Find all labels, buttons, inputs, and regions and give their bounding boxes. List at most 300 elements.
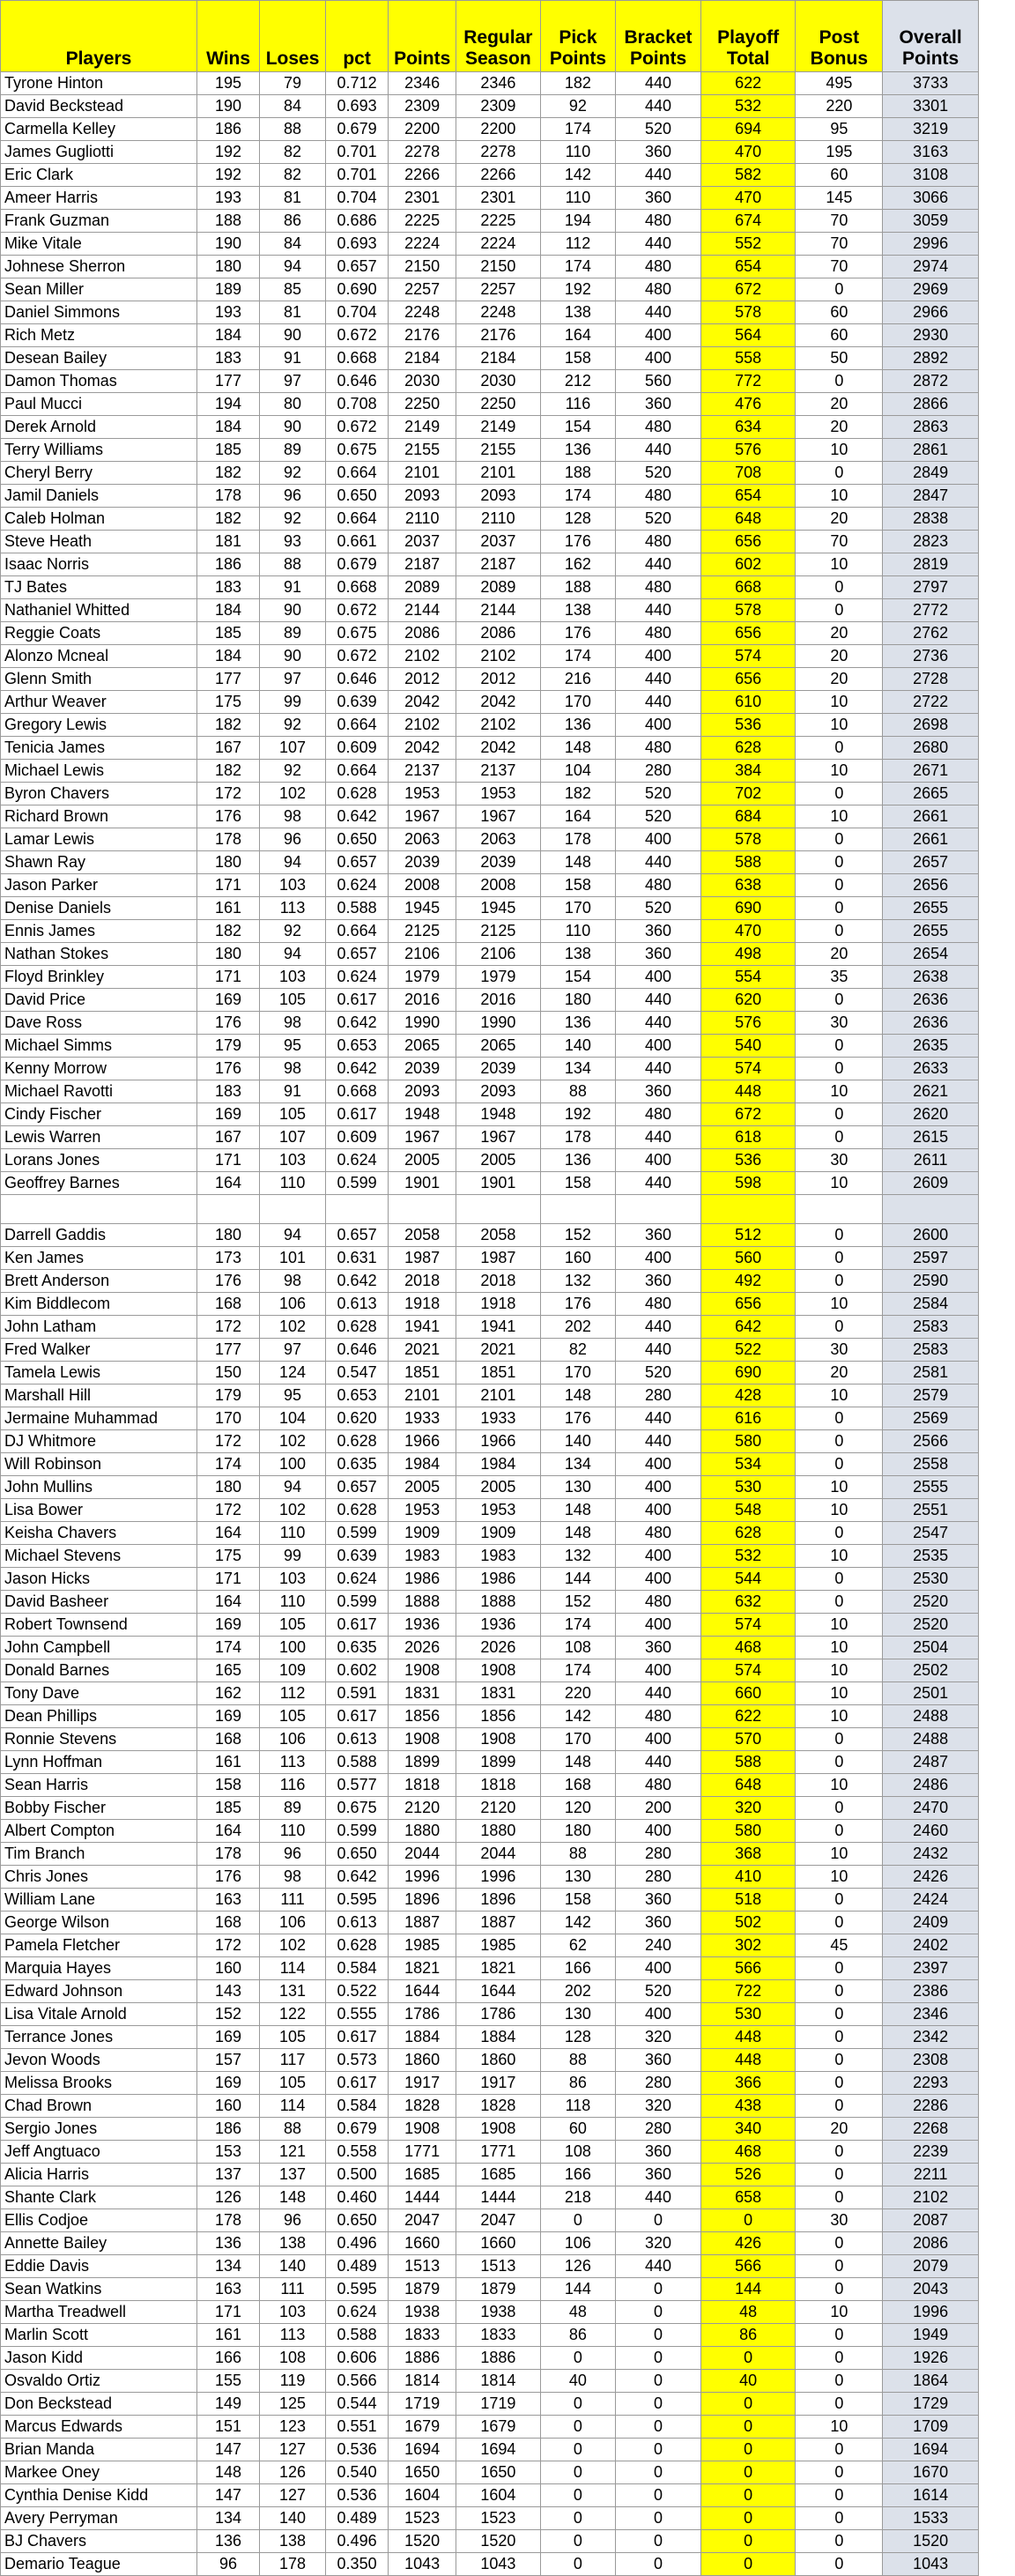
- table-row: [1, 1293, 979, 1316]
- points-cell: 2042: [389, 691, 456, 714]
- bracket-points-cell: 360: [616, 1637, 701, 1659]
- table-row: [1, 393, 979, 416]
- wins-cell: 178: [196, 2209, 259, 2232]
- bracket-points-cell: 440: [616, 1682, 701, 1705]
- player-name-cell: Jeff Angtuaco: [1, 2141, 197, 2164]
- overall-points-cell: 3059: [883, 210, 979, 233]
- loses-cell: 140: [260, 2255, 326, 2278]
- points-cell: 1987: [389, 1247, 456, 1270]
- pick-points-cell: 0: [540, 2530, 616, 2553]
- pct-cell: 0.577: [325, 1774, 388, 1797]
- playoff-total-cell: 660: [700, 1682, 796, 1705]
- pick-points-cell: 128: [540, 2026, 616, 2049]
- playoff-total-cell: 0: [700, 2393, 796, 2416]
- player-name-cell: Melissa Brooks: [1, 2072, 197, 2095]
- loses-cell: 91: [260, 347, 326, 370]
- pct-cell: 0.613: [325, 1912, 388, 1934]
- overall-points-cell: 2486: [883, 1774, 979, 1797]
- playoff-total-cell: 40: [700, 2370, 796, 2393]
- player-name-cell: Floyd Brinkley: [1, 966, 197, 989]
- pick-points-cell: 108: [540, 1637, 616, 1659]
- table-row: [1, 2324, 979, 2347]
- bracket-points-cell: 0: [616, 2370, 701, 2393]
- regular-season-cell: 2016: [456, 989, 541, 1012]
- pct-cell: 0.496: [325, 2530, 388, 2553]
- overall-points-cell: 2638: [883, 966, 979, 989]
- playoff-total-cell: 578: [700, 301, 796, 324]
- playoff-total-cell: 580: [700, 1430, 796, 1453]
- table-row: [1, 1316, 979, 1339]
- points-cell: 2012: [389, 668, 456, 691]
- table-row: [1, 1797, 979, 1820]
- bracket-points-cell: 400: [616, 714, 701, 737]
- wins-cell: 183: [196, 1080, 259, 1103]
- player-name-cell: Tyrone Hinton: [1, 72, 197, 95]
- table-row: [1, 943, 979, 966]
- pick-points-cell: 188: [540, 462, 616, 485]
- player-name-cell: Tony Dave: [1, 1682, 197, 1705]
- post-bonus-cell: 60: [796, 301, 883, 324]
- post-bonus-cell: 10: [796, 1293, 883, 1316]
- wins-cell: 162: [196, 1682, 259, 1705]
- post-bonus-cell: 10: [796, 485, 883, 508]
- player-name-cell: Carmella Kelley: [1, 118, 197, 141]
- post-bonus-cell: 10: [796, 1385, 883, 1407]
- loses-cell: 97: [260, 668, 326, 691]
- points-cell: 2125: [389, 920, 456, 943]
- points-cell: 2030: [389, 370, 456, 393]
- bracket-points-cell: 360: [616, 2164, 701, 2186]
- table-row: [1, 920, 979, 943]
- regular-season-cell: 1771: [456, 2141, 541, 2164]
- playoff-total-cell: 722: [700, 1980, 796, 2003]
- table-row: [1, 966, 979, 989]
- points-cell: 1884: [389, 2026, 456, 2049]
- loses-cell: 96: [260, 2209, 326, 2232]
- table-row: [1, 187, 979, 210]
- pick-points-cell: 110: [540, 187, 616, 210]
- loses-cell: 110: [260, 1820, 326, 1843]
- player-name-cell: Terrance Jones: [1, 2026, 197, 2049]
- loses-cell: 91: [260, 576, 326, 599]
- overall-points-cell: 2583: [883, 1316, 979, 1339]
- loses-cell: 106: [260, 1912, 326, 1934]
- pct-cell: 0.639: [325, 691, 388, 714]
- player-name-cell: Alicia Harris: [1, 2164, 197, 2186]
- pct-cell: 0.661: [325, 531, 388, 553]
- playoff-total-cell: 632: [700, 1591, 796, 1614]
- pct-cell: 0.624: [325, 2301, 388, 2324]
- wins-cell: 171: [196, 966, 259, 989]
- player-name-cell: Lamar Lewis: [1, 828, 197, 851]
- post-bonus-cell: 20: [796, 2118, 883, 2141]
- pct-cell: 0.657: [325, 1224, 388, 1247]
- wins-cell: 190: [196, 95, 259, 118]
- post-bonus-cell: 30: [796, 2209, 883, 2232]
- overall-points-cell: 2346: [883, 2003, 979, 2026]
- col-header-points: Points: [389, 1, 456, 72]
- playoff-total-cell: 656: [700, 1293, 796, 1316]
- wins-cell: 186: [196, 118, 259, 141]
- points-cell: 2005: [389, 1149, 456, 1172]
- wins-cell: 174: [196, 1637, 259, 1659]
- pick-points-cell: 178: [540, 1126, 616, 1149]
- player-name-cell: Kim Biddlecom: [1, 1293, 197, 1316]
- player-name-cell: Lynn Hoffman: [1, 1751, 197, 1774]
- overall-points-cell: 2892: [883, 347, 979, 370]
- regular-season-cell: 1513: [456, 2255, 541, 2278]
- regular-season-cell: 2012: [456, 668, 541, 691]
- regular-season-cell: 1043: [456, 2553, 541, 2576]
- table-row: [1, 1476, 979, 1499]
- table-row: [1, 1058, 979, 1080]
- spacer-cell: [700, 1195, 796, 1224]
- overall-points-cell: 2530: [883, 1568, 979, 1591]
- pct-cell: 0.584: [325, 2095, 388, 2118]
- playoff-total-cell: 540: [700, 1035, 796, 1058]
- points-cell: 2037: [389, 531, 456, 553]
- table-row: [1, 2507, 979, 2530]
- pick-points-cell: 60: [540, 2118, 616, 2141]
- loses-cell: 106: [260, 1293, 326, 1316]
- loses-cell: 113: [260, 1751, 326, 1774]
- pick-points-cell: 120: [540, 1797, 616, 1820]
- overall-points-cell: 2079: [883, 2255, 979, 2278]
- post-bonus-cell: 10: [796, 760, 883, 783]
- points-cell: 2065: [389, 1035, 456, 1058]
- table-row: [1, 2301, 979, 2324]
- overall-points-cell: 2665: [883, 783, 979, 805]
- playoff-total-cell: 470: [700, 187, 796, 210]
- overall-points-cell: 1520: [883, 2530, 979, 2553]
- wins-cell: 149: [196, 2393, 259, 2416]
- loses-cell: 90: [260, 416, 326, 439]
- post-bonus-cell: 0: [796, 2026, 883, 2049]
- table-row: [1, 2209, 979, 2232]
- overall-points-cell: 2722: [883, 691, 979, 714]
- playoff-total-cell: 620: [700, 989, 796, 1012]
- playoff-total-cell: 566: [700, 2255, 796, 2278]
- post-bonus-cell: 10: [796, 1080, 883, 1103]
- playoff-total-cell: 574: [700, 1659, 796, 1682]
- pick-points-cell: 128: [540, 508, 616, 531]
- pick-points-cell: 188: [540, 576, 616, 599]
- player-name-cell: Michael Simms: [1, 1035, 197, 1058]
- wins-cell: 177: [196, 370, 259, 393]
- pick-points-cell: 176: [540, 531, 616, 553]
- overall-points-cell: 3733: [883, 72, 979, 95]
- player-name-cell: Bobby Fischer: [1, 1797, 197, 1820]
- player-name-cell: Avery Perryman: [1, 2507, 197, 2530]
- post-bonus-cell: 10: [796, 1774, 883, 1797]
- points-cell: 1513: [389, 2255, 456, 2278]
- table-row: [1, 416, 979, 439]
- pct-cell: 0.650: [325, 485, 388, 508]
- pick-points-cell: 182: [540, 72, 616, 95]
- post-bonus-cell: 0: [796, 2255, 883, 2278]
- playoff-total-cell: 656: [700, 668, 796, 691]
- wins-cell: 178: [196, 828, 259, 851]
- overall-points-cell: 2600: [883, 1224, 979, 1247]
- wins-cell: 147: [196, 2439, 259, 2461]
- bracket-points-cell: 520: [616, 897, 701, 920]
- player-name-cell: Nathan Stokes: [1, 943, 197, 966]
- pct-cell: 0.675: [325, 622, 388, 645]
- regular-season-cell: 1660: [456, 2232, 541, 2255]
- bracket-points-cell: 480: [616, 1103, 701, 1126]
- player-name-cell: Sergio Jones: [1, 2118, 197, 2141]
- table-row: [1, 164, 979, 187]
- table-row: [1, 1843, 979, 1866]
- post-bonus-cell: 0: [796, 1103, 883, 1126]
- player-name-cell: Dave Ross: [1, 1012, 197, 1035]
- pct-cell: 0.609: [325, 737, 388, 760]
- table-row: [1, 851, 979, 874]
- spacer-cell: [616, 1195, 701, 1224]
- player-name-cell: Alonzo Mcneal: [1, 645, 197, 668]
- pick-points-cell: 142: [540, 1912, 616, 1934]
- pick-points-cell: 110: [540, 141, 616, 164]
- post-bonus-cell: 0: [796, 851, 883, 874]
- overall-points-cell: 2501: [883, 1682, 979, 1705]
- loses-cell: 105: [260, 1705, 326, 1728]
- loses-cell: 84: [260, 233, 326, 256]
- loses-cell: 116: [260, 1774, 326, 1797]
- points-cell: 2224: [389, 233, 456, 256]
- post-bonus-cell: 145: [796, 187, 883, 210]
- bracket-points-cell: 400: [616, 828, 701, 851]
- playoff-total-cell: 536: [700, 714, 796, 737]
- regular-season-cell: 1719: [456, 2393, 541, 2416]
- loses-cell: 113: [260, 2324, 326, 2347]
- points-cell: 2047: [389, 2209, 456, 2232]
- loses-cell: 103: [260, 2301, 326, 2324]
- points-cell: 2106: [389, 943, 456, 966]
- pct-cell: 0.496: [325, 2232, 388, 2255]
- pct-cell: 0.679: [325, 553, 388, 576]
- spacer-cell: [260, 1195, 326, 1224]
- pick-points-cell: 0: [540, 2439, 616, 2461]
- post-bonus-cell: 10: [796, 714, 883, 737]
- loses-cell: 110: [260, 1591, 326, 1614]
- bracket-points-cell: 400: [616, 1149, 701, 1172]
- pick-points-cell: 174: [540, 118, 616, 141]
- player-name-cell: Mike Vitale: [1, 233, 197, 256]
- bracket-points-cell: 400: [616, 1247, 701, 1270]
- overall-points-cell: 2470: [883, 1797, 979, 1820]
- bracket-points-cell: 480: [616, 416, 701, 439]
- playoff-total-cell: 708: [700, 462, 796, 485]
- playoff-total-cell: 426: [700, 2232, 796, 2255]
- playoff-total-cell: 654: [700, 485, 796, 508]
- points-cell: 1043: [389, 2553, 456, 2576]
- playoff-total-cell: 536: [700, 1149, 796, 1172]
- overall-points-cell: 1043: [883, 2553, 979, 2576]
- player-name-cell: Eddie Davis: [1, 2255, 197, 2278]
- regular-season-cell: 2257: [456, 278, 541, 301]
- points-cell: 2102: [389, 645, 456, 668]
- player-name-cell: Frank Guzman: [1, 210, 197, 233]
- pct-cell: 0.613: [325, 1293, 388, 1316]
- player-name-cell: Ellis Codjoe: [1, 2209, 197, 2232]
- loses-cell: 102: [260, 1934, 326, 1957]
- player-name-cell: Tim Branch: [1, 1843, 197, 1866]
- pick-points-cell: 158: [540, 347, 616, 370]
- player-name-cell: William Lane: [1, 1889, 197, 1912]
- player-name-cell: Byron Chavers: [1, 783, 197, 805]
- player-name-cell: Rich Metz: [1, 324, 197, 347]
- regular-season-cell: 1604: [456, 2484, 541, 2507]
- loses-cell: 91: [260, 1080, 326, 1103]
- pct-cell: 0.635: [325, 1453, 388, 1476]
- pick-points-cell: 180: [540, 1820, 616, 1843]
- regular-season-cell: 2144: [456, 599, 541, 622]
- points-cell: 2026: [389, 1637, 456, 1659]
- pick-points-cell: 0: [540, 2393, 616, 2416]
- wins-cell: 161: [196, 1751, 259, 1774]
- playoff-total-cell: 558: [700, 347, 796, 370]
- regular-season-cell: 1987: [456, 1247, 541, 1270]
- regular-season-cell: 1909: [456, 1522, 541, 1545]
- points-cell: 1814: [389, 2370, 456, 2393]
- wins-cell: 186: [196, 2118, 259, 2141]
- regular-season-cell: 2176: [456, 324, 541, 347]
- points-cell: 1909: [389, 1522, 456, 1545]
- loses-cell: 97: [260, 370, 326, 393]
- regular-season-cell: 2065: [456, 1035, 541, 1058]
- post-bonus-cell: 70: [796, 256, 883, 278]
- pick-points-cell: 176: [540, 1293, 616, 1316]
- regular-season-cell: 1984: [456, 1453, 541, 1476]
- points-cell: 2101: [389, 1385, 456, 1407]
- points-cell: 1983: [389, 1545, 456, 1568]
- post-bonus-cell: 10: [796, 805, 883, 828]
- overall-points-cell: 2488: [883, 1705, 979, 1728]
- table-row: [1, 874, 979, 897]
- group-spacer-row: [1, 1195, 979, 1224]
- playoff-total-cell: 574: [700, 1058, 796, 1080]
- overall-points-cell: 2611: [883, 1149, 979, 1172]
- regular-season-cell: 2093: [456, 1080, 541, 1103]
- wins-cell: 164: [196, 1591, 259, 1614]
- pct-cell: 0.664: [325, 508, 388, 531]
- loses-cell: 90: [260, 599, 326, 622]
- playoff-total-cell: 438: [700, 2095, 796, 2118]
- table-row: [1, 210, 979, 233]
- bracket-points-cell: 440: [616, 851, 701, 874]
- table-row: [1, 2553, 979, 2576]
- regular-season-cell: 2250: [456, 393, 541, 416]
- loses-cell: 111: [260, 1889, 326, 1912]
- post-bonus-cell: 0: [796, 2553, 883, 2576]
- pct-cell: 0.657: [325, 1476, 388, 1499]
- player-name-cell: Geoffrey Barnes: [1, 1172, 197, 1195]
- pick-points-cell: 194: [540, 210, 616, 233]
- wins-cell: 184: [196, 599, 259, 622]
- player-name-cell: John Latham: [1, 1316, 197, 1339]
- bracket-points-cell: 520: [616, 462, 701, 485]
- table-row: [1, 1705, 979, 1728]
- post-bonus-cell: 495: [796, 72, 883, 95]
- playoff-total-cell: 48: [700, 2301, 796, 2324]
- player-name-cell: Ameer Harris: [1, 187, 197, 210]
- bracket-points-cell: 480: [616, 874, 701, 897]
- loses-cell: 114: [260, 1957, 326, 1980]
- points-cell: 2102: [389, 714, 456, 737]
- pct-cell: 0.639: [325, 1545, 388, 1568]
- overall-points-cell: 2654: [883, 943, 979, 966]
- table-row: [1, 1659, 979, 1682]
- pick-points-cell: 82: [540, 1339, 616, 1362]
- points-cell: 2063: [389, 828, 456, 851]
- regular-season-cell: 2120: [456, 1797, 541, 1820]
- points-cell: 1936: [389, 1614, 456, 1637]
- playoff-total-cell: 570: [700, 1728, 796, 1751]
- regular-season-cell: 2058: [456, 1224, 541, 1247]
- overall-points-cell: 2838: [883, 508, 979, 531]
- pick-points-cell: 112: [540, 233, 616, 256]
- post-bonus-cell: 195: [796, 141, 883, 164]
- player-name-cell: John Campbell: [1, 1637, 197, 1659]
- bracket-points-cell: 0: [616, 2553, 701, 2576]
- playoff-total-cell: 648: [700, 1774, 796, 1797]
- loses-cell: 137: [260, 2164, 326, 2186]
- player-name-cell: Osvaldo Ortiz: [1, 2370, 197, 2393]
- post-bonus-cell: 60: [796, 324, 883, 347]
- loses-cell: 101: [260, 1247, 326, 1270]
- overall-points-cell: 1533: [883, 2507, 979, 2530]
- pct-cell: 0.620: [325, 1407, 388, 1430]
- player-name-cell: Jermaine Muhammad: [1, 1407, 197, 1430]
- table-row: [1, 2461, 979, 2484]
- bracket-points-cell: 480: [616, 1774, 701, 1797]
- playoff-total-cell: 0: [700, 2209, 796, 2232]
- player-name-cell: Denise Daniels: [1, 897, 197, 920]
- wins-cell: 193: [196, 301, 259, 324]
- pct-cell: 0.599: [325, 1591, 388, 1614]
- table-row: [1, 278, 979, 301]
- points-cell: 1979: [389, 966, 456, 989]
- table-row: [1, 2439, 979, 2461]
- pick-points-cell: 92: [540, 95, 616, 118]
- regular-season-cell: 2018: [456, 1270, 541, 1293]
- overall-points-cell: 1694: [883, 2439, 979, 2461]
- regular-season-cell: 1831: [456, 1682, 541, 1705]
- table-row: [1, 2370, 979, 2393]
- wins-cell: 195: [196, 72, 259, 95]
- regular-season-cell: 2005: [456, 1149, 541, 1172]
- overall-points-cell: 2847: [883, 485, 979, 508]
- playoff-total-cell: 672: [700, 1103, 796, 1126]
- post-bonus-cell: 0: [796, 2439, 883, 2461]
- loses-cell: 96: [260, 1843, 326, 1866]
- pick-points-cell: 136: [540, 1149, 616, 1172]
- pick-points-cell: 220: [540, 1682, 616, 1705]
- pick-points-cell: 40: [540, 2370, 616, 2393]
- overall-points-cell: 2590: [883, 1270, 979, 1293]
- regular-season-cell: 1953: [456, 783, 541, 805]
- table-row: [1, 370, 979, 393]
- bracket-points-cell: 400: [616, 1568, 701, 1591]
- post-bonus-cell: 0: [796, 1568, 883, 1591]
- post-bonus-cell: 0: [796, 2530, 883, 2553]
- wins-cell: 152: [196, 2003, 259, 2026]
- table-row: [1, 1247, 979, 1270]
- overall-points-cell: 2488: [883, 1728, 979, 1751]
- regular-season-cell: 2346: [456, 72, 541, 95]
- wins-cell: 136: [196, 2530, 259, 2553]
- col-header-bracket-points: Bracket Points: [616, 1, 701, 72]
